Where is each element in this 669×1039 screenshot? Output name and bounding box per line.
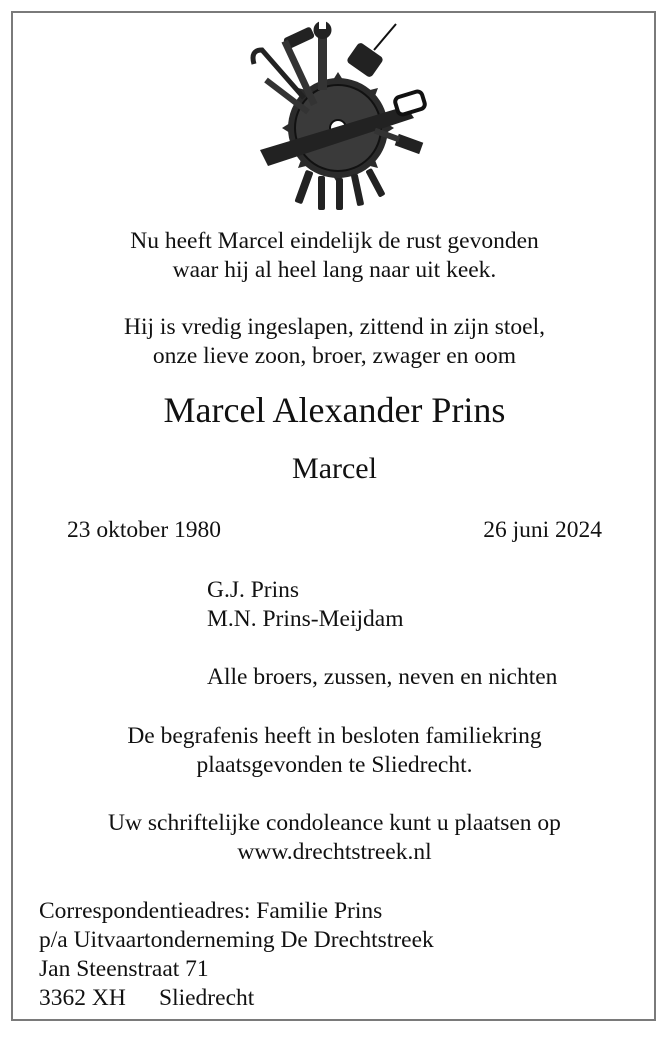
passing-line-2: onze lieve zoon, broer, zwager en oom [152,343,517,369]
funeral-line-1: De begrafenis heeft in besloten familiekring [127,723,542,749]
correspondence-postcode: 3362 XH [39,985,126,1011]
death-date: 26 juni 2024 [483,517,602,543]
condolence-website: www.drechtstreek.nl [237,839,432,865]
condolence-line: Uw schriftelijke condoleance kunt u plaatsen op [108,810,561,836]
passing-line-1: Hij is vredig ingeslapen, zittend in zijn stoel, [124,314,545,340]
correspondence-line-2: p/a Uitvaartonderneming De Drechtstreek [39,927,434,953]
deceased-nickname: Marcel [292,452,377,485]
correspondence-line-1: Correspondentieadres: Familie Prins [39,898,383,924]
family-father: G.J. Prins [207,577,300,603]
drill-icon [346,24,396,78]
correspondence-city: Sliedrecht [159,985,255,1011]
deceased-full-name: Marcel Alexander Prins [163,390,506,430]
birth-date: 23 oktober 1980 [67,517,222,543]
funeral-line-2: plaatsgevonden te Sliedrecht. [196,752,473,778]
family-others: Alle broers, zussen, neven en nichten [207,664,558,690]
intro-line-1: Nu heeft Marcel eindelijk de rust gevonden [130,228,539,254]
correspondence-street: Jan Steenstraat 71 [39,956,209,982]
intro-line-2: waar hij al heel lang naar uit keek. [172,257,497,283]
family-mother: M.N. Prins-Meijdam [207,606,404,632]
tools-emblem-icon [246,20,432,212]
